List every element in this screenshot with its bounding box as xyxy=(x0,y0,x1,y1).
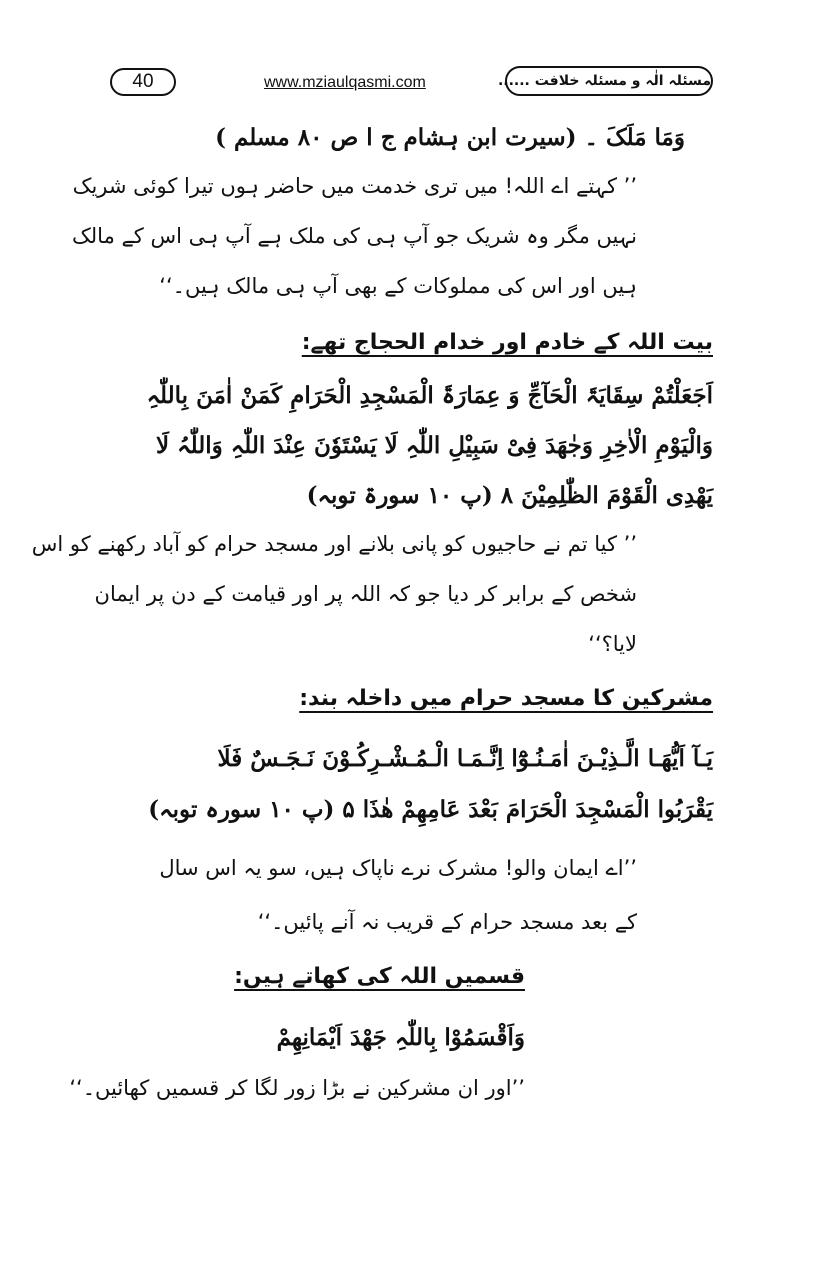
urdu-line-1: ’’ کہتے اے اللہ! میں تری خدمت میں حاضر ہوں تیرا کوئی شریک xyxy=(72,174,637,198)
arabic-verse-6: وَاَقْسَمُوْا بِاللّٰہِ جَھْدَ اَیْمَانِھِمْ xyxy=(276,1024,525,1051)
urdu-line-4: ’’ کیا تم نے حاجیوں کو پانی بلانے اور مسجد حرام کو آباد رکھنے کو اس xyxy=(31,532,637,556)
arabic-line-1: وَمَا مَلَکَ ۔ (سیرت ابن ہشام ج ا ص ۸۰ مسلم ) xyxy=(215,124,685,151)
arabic-verse-1: اَجَعَلْتُمْ سِقَایَۃَ الْحَآجِّ وَ عِمَارَۃَ الْمَسْجِدِ الْحَرَامِ کَمَنْ اٰمَنَ بِاللّٰہِ xyxy=(146,382,713,409)
section-heading-1: بیت اللہ کے خادم اور خدام الحجاج تھے: xyxy=(301,330,713,355)
arabic-verse-3: یَھْدِی الْقَوْمَ الظّٰلِمِیْنَ ۸ (پ ۱۰ سورۃ توبہ) xyxy=(306,482,713,509)
book-title: مسئلہ الٰہ و مسئلہ خلافت ...... xyxy=(505,66,713,96)
arabic-verse-2: وَالْیَوْمِ الْاٰخِرِ وَجٰھَدَ فِیْ سَبِیْلِ اللّٰہِ لَا یَسْتَوٗنَ عِنْدَ اللّٰہِ وَاللّٰہُ لَا xyxy=(156,432,713,459)
urdu-line-8: کے بعد مسجد حرام کے قریب نہ آنے پائیں۔‘‘ xyxy=(257,910,637,934)
urdu-line-5: شخص کے برابر کر دیا جو کہ اللہ پر اور قیامت کے دن پر ایمان xyxy=(94,582,637,606)
urdu-line-2: نہیں مگر وہ شریک جو آپ ہی کی ملک ہے آپ ہی اس کے مالک xyxy=(71,224,637,248)
section-heading-3: قسمیں اللہ کی کھاتے ہیں: xyxy=(234,964,525,989)
urdu-line-3: ہیں اور اس کی مملوکات کے بھی آپ ہی مالک ہیں۔‘‘ xyxy=(159,274,637,298)
section-heading-2: مشرکین کا مسجد حرام میں داخلہ بند: xyxy=(299,686,713,711)
urdu-line-9: ’’اور ان مشرکین نے بڑا زور لگا کر قسمیں کھائیں۔‘‘ xyxy=(69,1076,525,1100)
urdu-line-7: ’’اے ایمان والو! مشرک نرے ناپاک ہیں، سو یہ اس سال xyxy=(159,856,637,880)
page-number: 40 xyxy=(110,68,176,96)
website-link[interactable]: www.mziaulqasmi.com xyxy=(264,74,426,91)
urdu-line-6: لایا؟‘‘ xyxy=(588,632,637,656)
arabic-verse-5: یَقْرَبُوا الْمَسْجِدَ الْحَرَامَ بَعْدَ عَامِھِمْ ھٰذَا ۵ (پ ۱۰ سورہ توبہ) xyxy=(148,796,713,823)
arabic-verse-4: یَـآ اَیُّھَـا الَّـذِیْـنَ اٰمَـنُـوْٓا اِنَّـمَـا الْـمُـشْـرِكُـوْنَ نَـجَـسٌ فَلَا xyxy=(217,745,713,772)
